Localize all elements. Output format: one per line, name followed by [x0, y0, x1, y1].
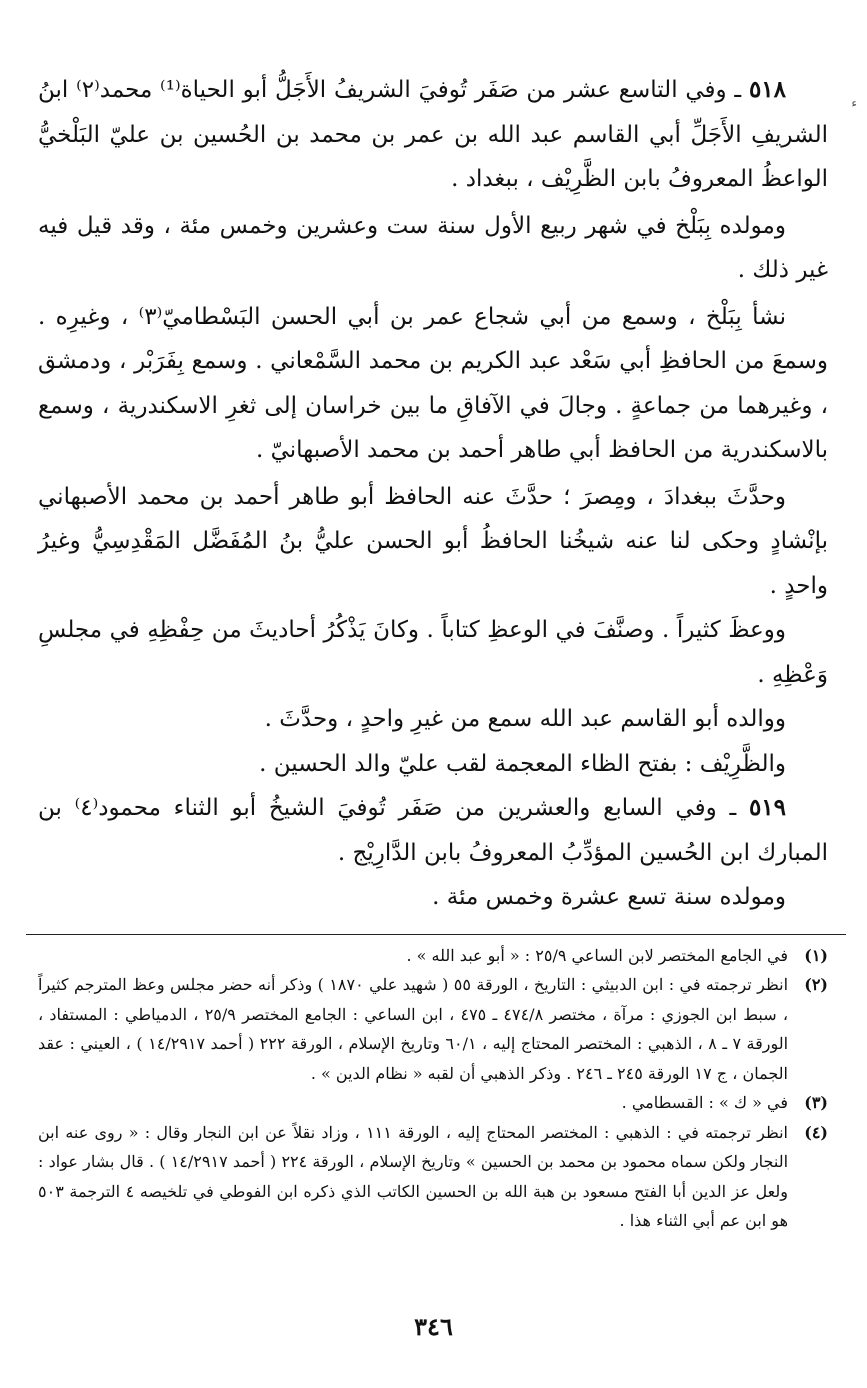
footnotes: [38, 941, 828, 1236]
entry-518-paragraph-1: [38, 68, 828, 202]
book-page: [38, 68, 828, 1236]
paragraph-text: ـ وفي التاسع عشر من صَفَر تُوفيَ الشريفُ الأَجَلُّ أبو الحياة⁽¹⁾ محمد⁽٢⁾ ابنُ الشريفِ الأَجَلِّ أبي القاسم عبد الله بن عمر بن محمد بن الحُسين بن عليّ البَلْخيُّ الواعظُ المعروفُ بابن الظَّرِيْف ، ببغداد .: [38, 77, 828, 192]
footnote-mark: (١): [804, 945, 828, 965]
footnote-divider: [26, 934, 846, 935]
page-number: ٣٤٦: [414, 1312, 453, 1341]
footnote-text: في « ك » : القسطامي .: [621, 1093, 788, 1112]
footnote-text: في الجامع المختصر لابن الساعي ٢٥/٩ : « أبو عبد الله » .: [406, 945, 788, 965]
footnote-4: [38, 1118, 828, 1236]
entry-519-paragraph-1: [38, 786, 828, 875]
footnote-text: انظر ترجمته في : ابن الدبيثي : التاريخ ، الورقة ٥٥ ( شهيد علي ١٨٧٠ ) وذكر أنه حضر مجلس وعظ المترجم كثيراً ، سبط ابن الجوزي : مرآة ، مختصر ٤٧٤/٨ ـ ٤٧٥ ، ابن الساعي : الجامع المختصر ٢٥/٩ ، الدمياطي : المستفاد ، الورقة ٧ ـ ٨ ، الذهبي : المختصر المحتاج إليه ، ٦٠/١ وتاريخ الإسلام ، الورقة ٢٢٢ ( أحمد ١٤/٢٩١٧ ) ، العيني : عقد الجمان ، ج ١٧ الورقة ٢٤٥ ـ ٢٤٦ . وذكر الذهبي أن لقبه « نظام الدين » .: [38, 975, 789, 1083]
entry-number: ٥١٨: [748, 76, 786, 103]
footnote-mark: (٤): [804, 1122, 828, 1142]
footnote-mark: (٣): [804, 1093, 828, 1112]
paragraph-text: ـ وفي السابع والعشرين من صَفَر تُوفيَ الشيخُ أبو الثناء محمود⁽٤⁾ بن المبارك ابن الحُسين المؤدِّبُ المعروفُ بابن الدَّارِيْج .: [38, 795, 828, 866]
footnote-text: انظر ترجمته في : الذهبي : المختصر المحتاج إليه ، الورقة ١١١ ، وزاد نقلاً عن ابن النجار وقال : « روى عنه ابن النجار ولكن سماه محمود بن محمد بن الحسين » وتاريخ الإسلام ، الورقة ٢٢٤ ( أحمد ١٤/٢٩١٧ ) . قال بشار عواد : ولعل عز الدين أبا الفتح مسعود بن هبة الله بن الحسين الكاتب الذي ذكره ابن الفوطي في تلخيصه ٤ الترجمة ٥٠٣ هو ابن عم أبي الثناء هذا .: [38, 1122, 789, 1230]
entry-518-paragraph-6: ووالده أبو القاسم عبد الله سمع من غيرِ واحدٍ ، وحدَّثَ .: [264, 706, 786, 732]
entry-518-paragraph-4: وحدَّثَ ببغدادَ ، ومِصرَ ؛ حدَّثَ عنه الحافظ أبو طاهر أحمد بن محمد الأصبهاني بإنْشادٍ وحكى لنا عنه شيخُنا الحافظُ أبو الحسن عليُّ بنُ المُفَضَّل المَقْدِسِيُّ وغيرُ واحدٍ .: [38, 483, 828, 599]
main-text: [38, 68, 828, 920]
footnote-1: [38, 941, 828, 971]
entry-519-paragraph-2: ومولده سنة تسع عشرة وخمس مئة .: [432, 884, 786, 910]
entry-518-paragraph-5: ووعظَ كثيراً . وصنَّفَ في الوعظِ كتاباً . وكانَ يَذْكُرُ أحاديثَ من حِفْظِهِ في مجلسِ وَعْظِهِ .: [38, 617, 828, 688]
footnote-mark: (٢): [804, 975, 828, 994]
footnote-2: [38, 970, 828, 1088]
entry-518-paragraph-2: ومولده بِبَلْخ في شهر ربيع الأول سنة ست وعشرين وخمس مئة ، وقد قيل فيه غير ذلك .: [38, 212, 828, 283]
scan-mark: ﺀ: [851, 96, 857, 110]
entry-518-paragraph-3: نشأ بِبَلْخ ، وسمع من أبي شجاع عمر بن أبي الحسن البَسْطاميّ⁽٣⁾ ، وغيرِه . وسمعَ من الحافظِ أبي سَعْد عبد الكريم بن محمد السَّمْعاني . وسمع بِفَرَبْر ، ودمشق ، وغيرهما من جماعةٍ . وجالَ في الآفاقِ ما بين خراسان إلى ثغرِ الاسكندرية ، وسمع بالاسكندرية من الحافظ أبي طاهر أحمد بن محمد الأصبهانيّ .: [38, 303, 828, 463]
footnote-3: [38, 1088, 828, 1118]
entry-number: ٥١٩: [748, 794, 786, 821]
entry-518-paragraph-7: والظَّرِيْف : بفتح الظاء المعجمة لقب عليّ والد الحسين .: [259, 750, 786, 777]
